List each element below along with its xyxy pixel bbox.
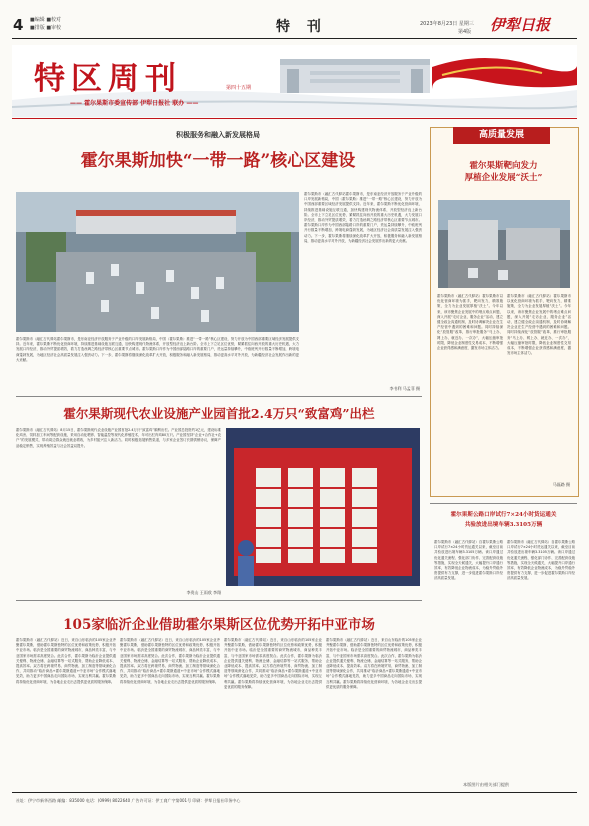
section-labels <box>30 16 120 32</box>
article3-body-col4: 霍尔果斯市（融汇古代驿站）近日，来自山东临沂的105家企业齐聚霍尔果斯，借助霍尔果斯独特的区位优势和政策优势，积极开拓中亚市场。临沂是全国重要的商贸物流城市，商品种类丰富，与中亚国家市场需求高度契合。此次合作，霍尔果斯为临沂企业提供通关便利、物流仓储、金融结算等一站式服务，帮助企业降低成本、提高效率。双方将在跨境贸易、商贸物流、加工制造等领域深化合作，共同推动“临沂商品+霍尔果斯通道+中亚市场”合作模式落地见效，助力更多中国商品走向国际市场，实现互利共赢。霍尔果斯将持续优化营商环境，为各地企业走出去提供更优质的服务保障。 <box>326 638 422 689</box>
banner-issue: 第四十五期 <box>226 85 252 91</box>
footer-rule <box>12 792 577 793</box>
sidebar-body1-col1: 霍尔果斯市（融汇古代驿站）霍尔果斯市以优化营商环境为抓手，靶向发力，精准施策，全力为企业发展厚植“沃土”。今年以来，该市聚焦企业发展中的堵点难点问题，深入开展“走访企业、服务企业”活动，建立健全政企沟通机制，及时协调解决企业在生产经营中遇到的困难和问题。同时持续深化“放管服”改革，推行审批服务“马上办、网上办、就近办、一次办”，大幅压缩审批时限，降低企业制度性交易成本，不断增强企业获得感和满意度，激发市场主体活力。 <box>437 294 503 351</box>
article2-body: 霍尔果斯市（融汇古代驿站）8月15日，霍尔果斯现代农业设施产业园首批2.4万只“致富鸡”顺利出栏。产业园总投资约1亿元，建设标准化鸡舍、饲料加工车间等配套设施，采用自动化喂养、智能温控等现代化养殖技术，年可出栏肉鸡80万只。产业园坚持“企业+合作社+农户”的发展模式，带动周边群众就近就业增收，为乡村振兴注入新活力。同时积极拓展销售渠道，与多家企业签订长期供销协议，保障产品稳定销售，实现养殖效益与社会效益双提升。 <box>16 428 221 448</box>
article1-body-lower: 霍尔果斯市（融汇古代驿站霍尔果斯市，是东南亚经济开放服务于产业升级的口岸发展新格局，中国（霍尔果斯）推进“一带一路”核心区建设，努力开放为中国西部重要区域经济发展提供支持。近年来，霍尔果斯不断优化营商环境，持续推进基础设施互联互通，加快构建现代物流体系，开放型经济迈上新台阶。全市上下立足区位优势，紧紧抓住向西开放的重大历史机遇，大力发展口岸经济，推动外贸提质增效，着力打造丝绸之路经济带核心区重要节点城市。霍尔果斯口岸作为中国西部陆路口岸的重要门户，货运量持续攀升，中欧班列开行数量不断增加，跨境电商蓬勃发展，为地区经济社会高质量发展注入强劲动力。下一步，霍尔果斯将继续深化改革扩大开放，积极服务和融入新发展格局，推动更高水平对外开放，为新疆经济社会发展作出新的更大贡献。 <box>16 337 299 362</box>
sidebar-photo <box>438 200 570 288</box>
article3-body-col1: 霍尔果斯市（融汇古代驿站）近日，来自山东临沂的105家企业齐聚霍尔果斯，借助霍尔果斯独特的区位优势和政策优势，积极开拓中亚市场。临沂是全国重要的商贸物流城市，商品种类丰富，与中亚国家市场需求高度契合。此次合作，霍尔果斯为临沂企业提供通关便利、物流仓储、金融结算等一站式服务，帮助企业降低成本、提高效率。双方将在跨境贸易、商贸物流、加工制造等领域深化合作，共同推动“临沂商品+霍尔果斯通道+中亚市场”合作模式落地见效，助力更多中国商品走向国际市场，实现互利共赢。霍尔果斯将持续优化营商环境，为各地企业走出去提供更优质的服务保障。 <box>16 638 116 684</box>
sidebar-headline2: 霍尔果斯公路口岸试行7×24小时货运通关 共验放进出境车辆3.3105万辆 <box>450 512 557 528</box>
article-divider <box>16 600 422 601</box>
article-divider <box>16 396 422 397</box>
article1-headline: 霍尔果斯加快“一带一路”核心区建设 <box>80 151 356 171</box>
newspaper-logo: 伊犁日报 <box>490 16 551 34</box>
page-number: 4 <box>13 16 24 34</box>
header-rule <box>12 38 577 39</box>
sidebar-body2-col2: 霍尔果斯市（融汇古代驿站）自霍尔果斯公路口岸试行7×24小时货运通关以来，截至目前共验放进出境车辆3.3105万辆。该口岸通过优化通关流程、强化部门协作、完善配套设施等措施，实现全天候通关，大幅提升口岸通行效率，有效降低企业物流成本，为稳外贸稳外资提供有力支撑，进一步促进霍尔果斯口岸经济高质量发展。 <box>507 540 575 581</box>
banner-title: 特区周刊 <box>34 61 182 97</box>
sub-page: 第4版 <box>458 29 472 35</box>
article2-photo <box>226 428 420 586</box>
article1-body-column: 霍尔果斯市（融汇古代驿站霍尔果斯市，是东南亚经济开放服务于产业升级的口岸发展新格局，中国（霍尔果斯）推进“一带一路”核心区建设，努力开放为中国西部重要区域经济发展提供支持。近年来，霍尔果斯不断优化营商环境，持续推进基础设施互联互通，加快构建现代物流体系，开放型经济迈上新台阶。全市上下立足区位优势，紧紧抓住向西开放的重大历史机遇，大力发展口岸经济，推动外贸提质增效，着力打造丝绸之路经济带核心区重要节点城市。霍尔果斯口岸作为中国西部陆路口岸的重要门户，货运量持续攀升，中欧班列开行数量不断增加，跨境电商蓬勃发展，为地区经济社会高质量发展注入强劲动力。下一步，霍尔果斯将继续深化改革扩大开放，积极服务和融入新发展格局，推动更高水平对外开放，为新疆经济社会发展作出新的更大贡献。 <box>304 192 422 243</box>
special-label: 特 刊 <box>276 19 327 35</box>
banner-subtitle: —— 霍尔果斯市委宣传部 伊犁日报社 联办 —— <box>70 100 199 107</box>
article3-body-col2: 霍尔果斯市（融汇古代驿站）近日，来自山东临沂的105家企业齐聚霍尔果斯，借助霍尔果斯独特的区位优势和政策优势，积极开拓中亚市场。临沂是全国重要的商贸物流城市，商品种类丰富，与中亚国家市场需求高度契合。此次合作，霍尔果斯为临沂企业提供通关便利、物流仓储、金融结算等一站式服务，帮助企业降低成本、提高效率。双方将在跨境贸易、商贸物流、加工制造等领域深化合作，共同推动“临沂商品+霍尔果斯通道+中亚市场”合作模式落地见效，助力更多中国商品走向国际市场，实现互利共赢。霍尔果斯将持续优化营商环境，为各地企业走出去提供更优质的服务保障。 <box>120 638 220 684</box>
sidebar-body2-col1: 霍尔果斯市（融汇古代驿站）自霍尔果斯公路口岸试行7×24小时货运通关以来，截至目前共验放进出境车辆3.3105万辆。该口岸通过优化通关流程、强化部门协作、完善配套设施等措施，实现全天候通关，大幅提升口岸通行效率，有效降低企业物流成本，为稳外贸稳外资提供有力支撑，进一步促进霍尔果斯口岸经济高质量发展。 <box>434 540 503 581</box>
article2-headline: 霍尔果斯现代农业设施产业园首批2.4万只“致富鸡”出栏 <box>63 406 375 421</box>
sidebar-divider <box>430 503 577 504</box>
footer-info: 社址：伊宁市新华西路 邮编：835000 电话：(0999) 8022640 广告许可证：伊工商广字第001号 印刷：伊犁日报社印务中心 <box>16 798 241 803</box>
photo-credit-note: 本版图片由相关部门提供 <box>463 782 510 787</box>
border-port-image <box>16 192 299 332</box>
issue-date: 2023年8月23日 星期三 <box>420 21 474 27</box>
sidebar-author1: 马磊路 摄 <box>552 482 570 487</box>
ribbon-flag-icon <box>432 58 577 89</box>
article1-kicker: 积极服务和融入新发展格局 <box>176 131 260 139</box>
article2-author: 李贵山 王雨欣 李翔 <box>186 590 221 595</box>
banner-rule <box>12 118 577 119</box>
sidebar-body1-col2: 霍尔果斯市（融汇古代驿站）霍尔果斯市以优化营商环境为抓手，靶向发力，精准施策，全力为企业发展厚植“沃土”。今年以来，该市聚焦企业发展中的堵点难点问题，深入开展“走访企业、服务企业”活动，建立健全政企沟通机制，及时协调解决企业在生产经营中遇到的困难和问题。同时持续深化“放管服”改革，推行审批服务“马上办、网上办、就近办、一次办”，大幅压缩审批时限，降低企业制度性交易成本，不断增强企业获得感和满意度，激发市场主体活力。 <box>507 294 571 356</box>
sidebar-headline1: 霍尔果斯靶向发力 厚植企业发展“沃土” <box>464 161 543 183</box>
sidebar-tab: 高质量发展 <box>453 127 550 144</box>
article3-headline: 105家临沂企业借助霍尔果斯区位优势开拓中亚市场 <box>63 617 375 633</box>
section-label: ■排版 ■审校 <box>30 25 62 31</box>
section-label: ■编辑 ■校对 <box>30 17 62 23</box>
article3-body-col3: 霍尔果斯市（融汇古代驿站）近日，来自山东临沂的105家企业齐聚霍尔果斯，借助霍尔果斯独特的区位优势和政策优势，积极开拓中亚市场。临沂是全国重要的商贸物流城市，商品种类丰富，与中亚国家市场需求高度契合。此次合作，霍尔果斯为临沂企业提供通关便利、物流仓储、金融结算等一站式服务，帮助企业降低成本、提高效率。双方将在跨境贸易、商贸物流、加工制造等领域深化合作，共同推动“临沂商品+霍尔果斯通道+中亚市场”合作模式落地见效，助力更多中国商品走向国际市场，实现互利共赢。霍尔果斯将持续优化营商环境，为各地企业走出去提供更优质的服务保障。 <box>224 638 322 689</box>
port-gate-icon <box>280 59 430 93</box>
chicken-crates-image <box>226 428 420 586</box>
industrial-park-image <box>438 200 570 288</box>
article1-author: 李书利 马孟菲 摄 <box>389 386 420 391</box>
article1-photo <box>16 192 299 332</box>
